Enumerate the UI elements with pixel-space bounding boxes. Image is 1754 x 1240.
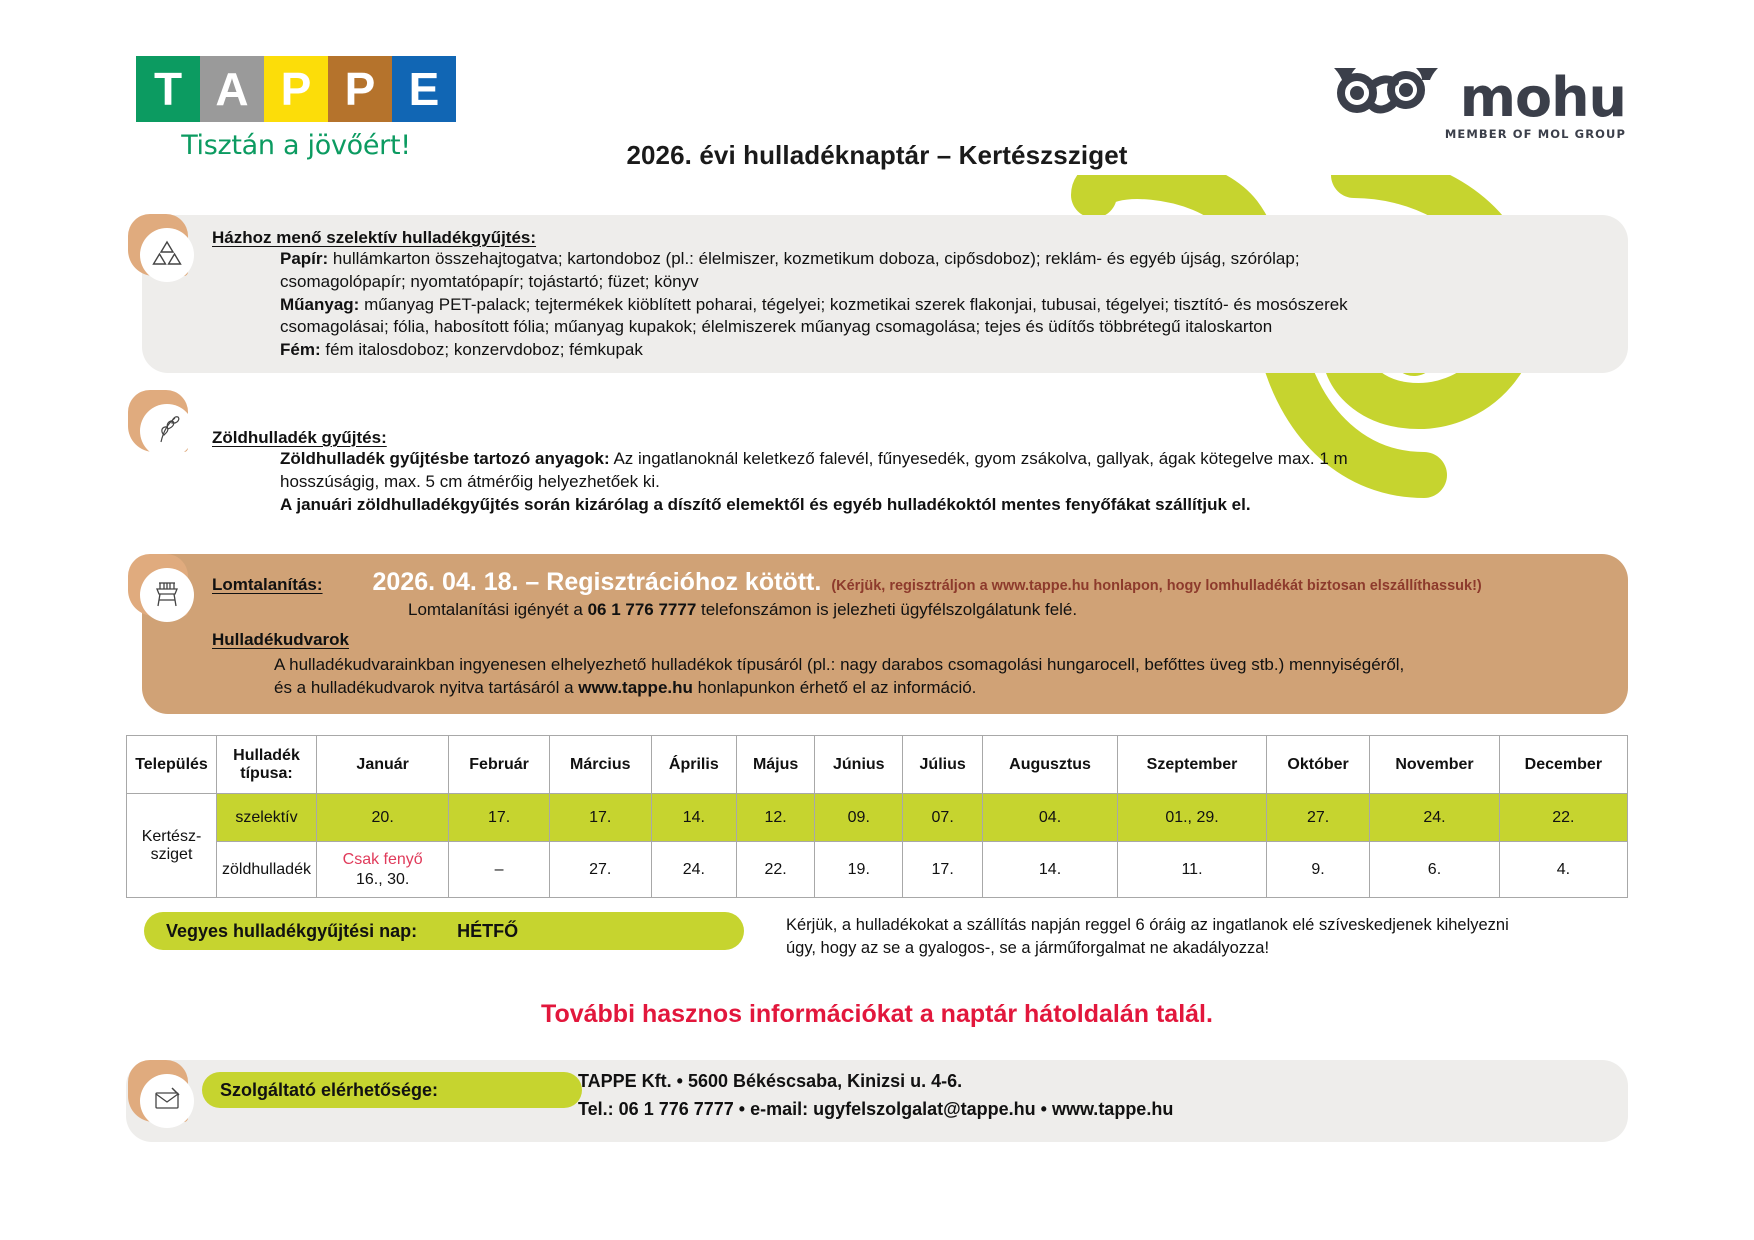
cell-green-jun: 19. xyxy=(815,842,903,898)
green-materials-text1: Az ingatlanoknál keletkező falevél, fűnyesedék, gyom zsákolva, gallyak, ágak kötegelve max. 1 m xyxy=(609,449,1348,468)
placement-notice-line1: Kérjük, a hulladékokat a szállítás napján reggel 6 óráig az ingatlanok elé szíveskedjenek kihelyezni xyxy=(786,916,1509,934)
bulky-section-badge xyxy=(128,562,192,626)
tappe-letter-e: E xyxy=(392,56,456,122)
cell-type-selective: szelektív xyxy=(217,794,317,842)
selective-plastic-line2: csomagolásai; fólia, habosított fólia; műanyag kupakok; élelmiszerek műanyag csomagolása; tejes és üdítős többrétegű italoskarton xyxy=(280,317,1273,337)
selective-plastic-label: Műanyag: xyxy=(280,294,360,314)
mixed-waste-day-value: HÉTFŐ xyxy=(457,920,519,941)
cell-green-nov: 6. xyxy=(1370,842,1500,898)
green-january-note: A januári zöldhulladékgyűjtés során kizárólag a díszítő elemektől és egyéb hulladékoktól mentes fenyőfákat szállítjuk el. xyxy=(280,494,1251,514)
selective-paper-label: Papír: xyxy=(280,249,329,268)
bulky-phone-post: telefonszámon is jelezheti ügyfélszolgálatunk felé. xyxy=(696,600,1078,619)
cell-sel-mar: 17. xyxy=(549,794,651,842)
cell-sel-aug: 04. xyxy=(983,794,1118,842)
bulky-phone-line xyxy=(212,599,1622,622)
cell-sel-sep: 01., 29. xyxy=(1118,794,1267,842)
bulky-section-text xyxy=(212,568,1622,699)
waste-yards-website: www.tappe.hu xyxy=(578,677,693,697)
green-materials-label: Zöldhulladék gyűjtésbe tartozó anyagok: xyxy=(280,449,610,468)
col-header-august: Augusztus xyxy=(983,736,1118,794)
col-header-april: Április xyxy=(651,736,736,794)
placement-notice xyxy=(786,914,1616,960)
waste-calendar-table xyxy=(126,735,1628,898)
selective-paper-line1 xyxy=(212,248,1612,271)
cell-green-jan-special: Csak fenyő xyxy=(342,851,423,869)
cell-green-mar: 27. xyxy=(549,842,651,898)
mohu-wordmark: mohu xyxy=(1459,66,1626,130)
recycling-triangle-icon xyxy=(152,238,182,273)
selective-metal-label: Fém: xyxy=(280,340,321,360)
cell-settlement-name: Kertész- sziget xyxy=(127,794,217,898)
provider-contact-details xyxy=(578,1068,1173,1124)
waste-yards-line2-post: honlapunkon érhető el az információ. xyxy=(692,677,977,697)
col-header-july: Július xyxy=(903,736,983,794)
green-section-text xyxy=(212,428,1612,516)
tappe-letter-t: T xyxy=(136,56,200,122)
tappe-letter-p1: P xyxy=(264,56,328,122)
cell-sel-jun: 09. xyxy=(815,794,903,842)
green-materials-line2: hosszúságig, max. 5 cm átmérőig helyezhetőek ki. xyxy=(280,471,660,491)
selective-metal-text: fém italosdoboz; konzervdoboz; fémkupak xyxy=(320,340,643,360)
placement-notice-line2: úgy, hogy az se a gyalogos-, se a járműforgalmat ne akadályozza! xyxy=(786,939,1270,958)
green-materials-line1 xyxy=(212,448,1612,471)
cell-sel-dec: 22. xyxy=(1499,794,1627,842)
col-header-january: Január xyxy=(317,736,449,794)
cell-sel-feb: 17. xyxy=(449,794,549,842)
mohu-tagline: MEMBER OF MOL GROUP xyxy=(1444,127,1626,141)
cell-type-green: zöldhulladék xyxy=(217,842,317,898)
cell-green-feb: – xyxy=(449,842,549,898)
cell-sel-nov: 24. xyxy=(1370,794,1500,842)
table-row-selective xyxy=(127,794,1628,842)
col-header-may: Május xyxy=(736,736,814,794)
cell-sel-apr: 14. xyxy=(651,794,736,842)
mixed-waste-day-label: Vegyes hulladékgyűjtési nap: xyxy=(166,920,418,941)
col-header-settlement: Település xyxy=(127,736,217,794)
footer-badge xyxy=(128,1068,192,1132)
back-page-banner: További hasznos információkat a naptár hátoldalán talál. xyxy=(541,1000,1213,1028)
tappe-slogan: Tisztán a jövőért! xyxy=(181,130,411,161)
cell-sel-may: 12. xyxy=(736,794,814,842)
col-header-november: November xyxy=(1370,736,1500,794)
mohu-logo xyxy=(1326,62,1626,141)
green-section-title: Zöldhulladék gyűjtés: xyxy=(212,428,387,447)
cell-green-dec: 4. xyxy=(1499,842,1627,898)
mixed-waste-day-pill xyxy=(144,912,744,950)
tappe-logo-squares xyxy=(136,56,456,122)
cell-green-jul: 17. xyxy=(903,842,983,898)
selective-paper-line2: csomagolópapír; nyomtatópapír; tojástartó; füzet; könyv xyxy=(280,271,699,291)
tappe-letter-a: A xyxy=(200,56,264,122)
page-header xyxy=(0,0,1754,178)
waste-yards-line2 xyxy=(212,677,1622,700)
cell-green-jan-days: 16., 30. xyxy=(355,870,410,888)
table-header-row xyxy=(127,736,1628,794)
green-section-badge xyxy=(128,398,192,462)
cell-sel-oct: 27. xyxy=(1266,794,1369,842)
selective-plastic-text1: műanyag PET-palack; tejtermékek kiöblített poharai, tégelyei; kozmetikai szerek flakonjai, tubusai, tégelyei; tisztító- és mosószerek xyxy=(359,294,1348,314)
table-row-green xyxy=(127,842,1628,898)
mohu-owl-infinity-icon xyxy=(1326,62,1446,123)
selective-plastic-line1 xyxy=(212,294,1544,317)
col-header-june: Június xyxy=(815,736,903,794)
bulky-phone-pre: Lomtalanítási igényét a xyxy=(408,600,588,619)
waste-yards-title: Hulladékudvarok xyxy=(212,629,349,649)
col-header-waste-type: Hulladék típusa: xyxy=(217,736,317,794)
chair-furniture-icon xyxy=(152,577,182,614)
cell-green-jan xyxy=(317,842,449,898)
cell-green-oct: 9. xyxy=(1266,842,1369,898)
bulky-date: 2026. 04. 18. – Regisztrációhoz kötött. xyxy=(372,568,822,596)
provider-contact-label: Szolgáltató elérhetősége: xyxy=(220,1079,439,1100)
cell-sel-jul: 07. xyxy=(903,794,983,842)
selective-metal-line xyxy=(212,339,1612,362)
bulky-registration-note: (Kérjük, regisztráljon a www.tappe.hu honlapon, hogy lomhulladékát biztosan elszállíthassuk!) xyxy=(831,578,1482,594)
provider-address-line: TAPPE Kft. • 5600 Békéscsaba, Kinizsi u. 4-6. xyxy=(578,1071,963,1091)
cell-green-aug: 14. xyxy=(983,842,1118,898)
selective-section-text xyxy=(212,228,1612,362)
leaf-branch-icon xyxy=(151,413,183,450)
cell-sel-jan: 20. xyxy=(317,794,449,842)
selective-section-title: Házhoz menő szelektív hulladékgyűjtés: xyxy=(212,228,537,247)
cell-green-apr: 24. xyxy=(651,842,736,898)
waste-yards-line2-pre: és a hulladékudvarok nyitva tartásáról a xyxy=(274,677,579,697)
page-title: 2026. évi hulladéknaptár – Kertészsziget xyxy=(626,140,1128,170)
col-header-october: Október xyxy=(1266,736,1369,794)
col-header-march: Március xyxy=(549,736,651,794)
bulky-phone-number: 06 1 776 7777 xyxy=(587,600,697,619)
waste-yards-line1: A hulladékudvarainkban ingyenesen elhelyezhető hulladékok típusáról (pl.: nagy darabos csomagolási hungarocell, befőttes üveg stb.) mennyiségéről, xyxy=(274,654,1405,674)
col-header-september: Szeptember xyxy=(1118,736,1267,794)
cell-green-may: 22. xyxy=(736,842,814,898)
selective-paper-text1: hullámkarton összehajtogatva; kartondoboz (pl.: élelmiszer, kozmetikum doboza, cipősdoboz); reklám- és egyéb újság, szórólap; xyxy=(328,249,1300,268)
provider-contact-pill xyxy=(202,1072,582,1108)
col-header-december: December xyxy=(1499,736,1627,794)
envelope-contact-icon xyxy=(152,1085,182,1118)
tappe-letter-p2: P xyxy=(328,56,392,122)
bulky-section-title: Lomtalanítás: xyxy=(212,575,323,594)
selective-section-badge xyxy=(128,222,192,286)
cell-green-sep: 11. xyxy=(1118,842,1267,898)
col-header-february: Február xyxy=(449,736,549,794)
provider-phone-email-line: Tel.: 06 1 776 7777 • e-mail: ugyfelszolgalat@tappe.hu • www.tappe.hu xyxy=(578,1098,1174,1119)
